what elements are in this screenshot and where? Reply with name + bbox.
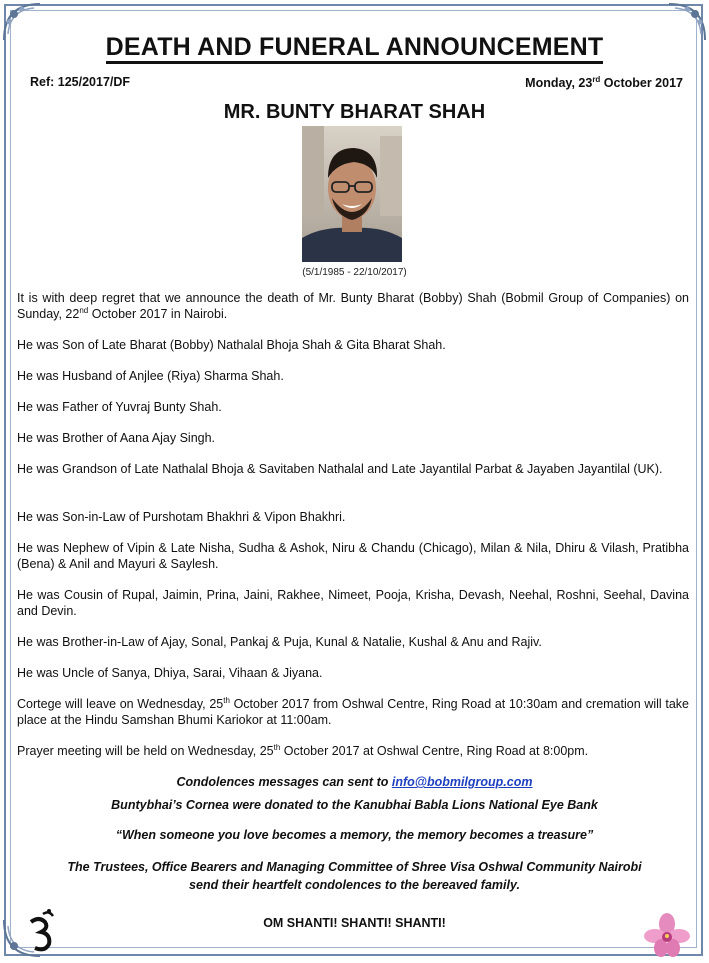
brother-in-law-paragraph: He was Brother-in-Law of Ajay, Sonal, Pankaj & Puja, Kunal & Natalie, Kushal & Anu and Rajiv. [17, 635, 542, 649]
portrait-photo [302, 126, 402, 262]
om-symbol-icon [25, 908, 55, 954]
trustees-line-2: send their heartfelt condolences to the bereaved family. [189, 878, 520, 892]
son-paragraph: He was Son of Late Bharat (Bobby) Nathalal Bhoja Shah & Gita Bharat Shah. [17, 338, 446, 352]
trustees-line-1: The Trustees, Office Bearers and Managing Committee of Shree Visa Oshwal Community Nairobi [67, 860, 642, 874]
intro-paragraph: It is with deep regret that we announce the death of Mr. Bunty Bharat (Bobby) Shah (Bobmil Group of Companies) on Sunday, 22nd October 2017 in Nairobi. [17, 291, 689, 321]
orchid-flower-icon [644, 912, 690, 958]
announcement-date: Monday, 23rd October 2017 [525, 75, 683, 91]
om-shanti-line: OM SHANTI! SHANTI! SHANTI! [263, 916, 446, 930]
nephew-paragraph: He was Nephew of Vipin & Late Nisha, Sudha & Ashok, Niru & Chandu (Chicago), Milan & Nila, Dhiru & Vilash, Pratibha (Bena) & Anil and Mayuri & Saylesh. [17, 541, 689, 571]
memory-quote: “When someone you love becomes a memory, the memory becomes a treasure” [115, 828, 594, 842]
cousin-paragraph: He was Cousin of Rupal, Jaimin, Prina, Jaini, Rakhee, Nimeet, Pooja, Krisha, Devash, Neehal, Roshni, Seehal, Davina and Devin. [17, 588, 689, 618]
brother-paragraph: He was Brother of Aana Ajay Singh. [17, 431, 216, 445]
condolences-email-link[interactable]: info@bobmilgroup.com [391, 775, 533, 789]
deceased-name: MR. BUNTY BHARAT SHAH [223, 101, 486, 123]
condolences-line: Condolences messages can sent to info@bobmilgroup.com [176, 775, 533, 789]
father-paragraph: He was Father of Yuvraj Bunty Shah. [17, 400, 222, 414]
life-dates: (5/1/1985 - 22/10/2017) [302, 267, 407, 278]
reference-number: Ref: 125/2017/DF [30, 75, 131, 89]
son-in-law-paragraph: He was Son-in-Law of Purshotam Bhakhri & Vipon Bhakhri. [17, 510, 346, 524]
grandson-paragraph: He was Grandson of Late Nathalal Bhoja & Savitaben Nathalal and Late Jayantilal Parbat & Jayaben Jayantilal (UK). [17, 462, 663, 476]
prayer-paragraph: Prayer meeting will be held on Wednesday, 25th October 2017 at Oshwal Centre, Ring Road at 8:00pm. [17, 742, 589, 758]
husband-paragraph: He was Husband of Anjlee (Riya) Sharma Shah. [17, 369, 284, 383]
cortege-paragraph: Cortege will leave on Wednesday, 25th October 2017 from Oshwal Centre, Ring Road at 10:30am and cremation will take place at the Hindu Samshan Bhumi Kariokor at 11:00am. [17, 695, 690, 727]
cornea-donation-line: Buntybhai’s Cornea were donated to the Kanubhai Babla Lions National Eye Bank [111, 798, 598, 812]
document-title: DEATH AND FUNERAL ANNOUNCEMENT [0, 33, 709, 62]
uncle-paragraph: He was Uncle of Sanya, Dhiya, Sarai, Vihaan & Jiyana. [17, 666, 323, 680]
